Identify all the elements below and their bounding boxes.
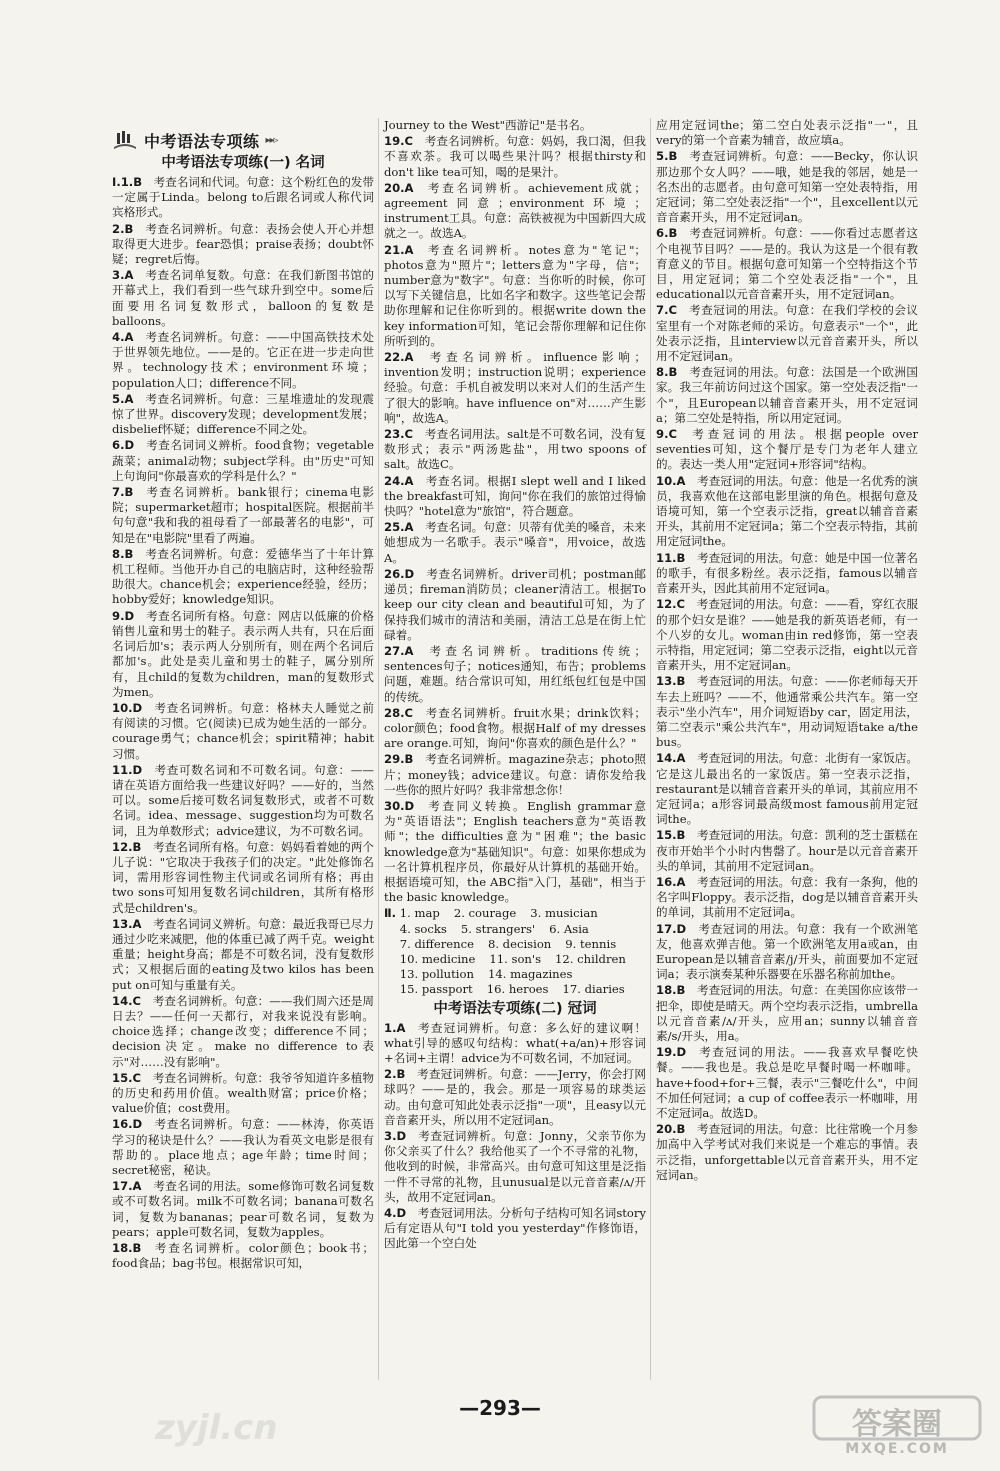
answer-number: 9.C: [656, 427, 677, 442]
answer-entry: [384, 567, 646, 643]
vocab-item: 15. passport: [399, 982, 473, 997]
answer-entry: [112, 330, 374, 391]
answer-explanation: 考查名词词义辨析。food食物；vegetable蔬菜；animal动物；subject学科。由"历史"可知上句询问"你最喜欢的学科是什么？": [112, 438, 374, 483]
answer-number: 3.A: [112, 268, 134, 283]
answer-number: 3.D: [384, 1129, 407, 1143]
answer-number: 29.B: [384, 752, 414, 767]
answer-explanation: 考查冠词的用法。句意：——你老师每天开车去上班吗？——不，他通常乘公共汽车。第一空表示"坐小汽车"，用介词短语by car，固定用法，第二空表示"乘公共汽车"，用动词短语take a/the bus。: [656, 674, 918, 750]
answer-number: 10.A: [656, 473, 686, 488]
answer-number: 5.A: [112, 391, 134, 406]
answer-entry: [656, 751, 918, 827]
answer-explanation: 考查名词。句意：贝蒂有优美的嗓音，未来她想成为一名歌手。表示"嗓音"，用voice，故选A。: [384, 520, 646, 565]
answer-entry: [112, 994, 374, 1070]
answer-entry: [656, 922, 918, 983]
watermark-url: MXQE.COM: [845, 1441, 949, 1457]
answer-entry: [112, 917, 374, 993]
answer-entry: [656, 983, 918, 1044]
answer-explanation: 考查冠词的用法。句意：凯利的芝士蛋糕在夜市开始半个小时内售罄了。hour是以元音音素开头的单词，其前用不定冠词an。: [656, 828, 918, 873]
vocab-item: 7. difference: [399, 936, 474, 951]
answer-number: 18.B: [112, 1241, 142, 1256]
page-number: —293—: [459, 1396, 541, 1420]
answer-explanation: 考查冠词的用法。句意：比往常晚一个月参加高中入学考试对我们来说是一个难忘的事情。表示泛指，unforgettable以元音音素开头，用不定冠词an。: [656, 1122, 918, 1182]
answer-entry: [384, 1206, 646, 1252]
answer-number: 9.D: [112, 608, 135, 623]
answer-number: 2.B: [112, 221, 134, 236]
answer-entry: [112, 609, 374, 700]
answer-entry: [656, 828, 918, 874]
answer-number: 10.D: [112, 700, 143, 715]
answer-number: 28.C: [384, 705, 414, 720]
column-1: [112, 152, 374, 1272]
answer-entry: [112, 438, 374, 484]
answer-entry: [112, 222, 374, 268]
answer-explanation: 考查冠词的用法。句意：北街有一家饭店。它是这儿最出名的一家饭店。第一空表示泛指，restaurant是以辅音音素开头的单词，其前应用不定冠词a；a形容词最高级most famous前用定冠词the。: [656, 751, 918, 827]
column-2: [384, 118, 646, 1253]
vocab-item: 12. children: [555, 951, 626, 966]
answer-entry: [656, 365, 918, 426]
answer-entry: [384, 644, 646, 705]
answer-explanation: 考查冠词的用法。句意：我有一个欧洲笔友，他喜欢弹吉他。第一个欧洲笔友用a或an，由European是以辅音音素/j/开头，前面要加不定冠词a；表示演奏某种乐器要在乐器名称前加the。: [656, 921, 918, 982]
answer-entry: [112, 547, 374, 608]
answer-explanation: 考查冠词的用法。句意：在美国你应该带一把伞，即使是晴天。两个空均表示泛指，umbrella以元音音素/ʌ/开头，应用an；sunny以辅音音素/s/开头，用a。: [656, 983, 918, 1043]
answer-entry: [384, 350, 646, 426]
answer-explanation: 考查冠词辨析。句意：——Jerry，你会打网球吗？——是的，我会。那是一项容易的球类运动。由句意可知此处表示泛指"一项"，且easy以元音音素开头，所以用不定冠词an。: [384, 1067, 646, 1127]
answer-explanation: 考查冠词的用法。根据people over seventies可知，这个餐厅是专门为老年人建立的。表达一类人用"定冠词+形容词"结构。: [656, 427, 918, 472]
answer-number: 24.A: [384, 473, 414, 488]
answer-explanation: 考查名词辨析。driver司机；postman邮递员；fireman消防员；cleaner清洁工。根据To keep our city clean and beautiful可知，为了保持我们城市的清洁和美丽，清洁工总是在街上忙碌着。: [384, 566, 646, 642]
answer-entry: [112, 392, 374, 438]
col2-article-entries: [384, 1021, 646, 1252]
answer-number: 21.A: [384, 242, 414, 257]
answer-explanation: 考查冠词辨析。句意：——你看过志愿者这个电视节目吗？——是的。我认为这是一个很有教育意义的节目。根据句意可知第一个空特指这个节目，用定冠词；第二个空处表泛指"一个"，且educational以元音音素开头，用不定冠词an。: [656, 226, 918, 302]
answer-explanation: 考查可数名词和不可数名词。句意：——请在英语方面给我一些建议好吗？——好的，当然可以。some后接可数名词复数形式，或者不可数名词。idea、message、suggestion均为可数名词，且为单数形式；advice建议，为不可数名词。: [112, 762, 374, 838]
answer-explanation: 考查冠词辨析。句意：——Becky，你认识那边那个女人吗？——哦，她是我的邻居，她是一名杰出的志愿者。由句意可知第一空处表特指，用定冠词；第二空处表泛指"一个"，且excellent以元音音素开头，用不定冠词an。: [656, 149, 918, 225]
answer-entry: [656, 427, 918, 473]
answer-entry: [384, 181, 646, 242]
answer-number: 22.A: [384, 350, 414, 365]
answer-number: 8.B: [656, 365, 678, 380]
answer-number: 15.B: [656, 828, 686, 843]
answer-number: 6.D: [112, 438, 135, 453]
answer-number: 20.A: [384, 180, 414, 195]
answer-number: 13.A: [112, 916, 142, 931]
answer-number: 16.D: [112, 1117, 143, 1132]
vocab-item: 5. strangers': [460, 921, 536, 936]
answer-explanation: 考查冠词用法。分析句子结构可知名词story后有定语从句"I told you yesterday"作修饰语，因此第一个空白处: [384, 1206, 646, 1251]
answer-explanation: 考查名词辨析。achievement成就；agreement同意；environment环境；instrument工具。句意：高铁被视为中国新四大成就之一。故选A。: [384, 180, 646, 241]
answer-explanation: 考查名词和代词。句意：这个粉红色的发带一定属于Linda。belong to后跟名词或人称代词宾格形式。: [112, 175, 374, 220]
answer-entry: [656, 118, 918, 148]
answer-number: 12.B: [112, 839, 142, 854]
book-logo-icon: [112, 129, 138, 151]
answer-explanation: 考查名词辨析。句意：格林夫人睡觉之前有阅读的习惯。它(阅读)已成为她生活的一部分。courage勇气；chance机会；spirit精神；habit习惯。: [112, 700, 374, 761]
vocab-item: 11. son's: [489, 951, 542, 966]
vocab-item: 14. magazines: [487, 967, 573, 982]
answer-explanation: 考查名词词义辨析。句意：最近我哥已尽力通过少吃来减肥，他的体重已减了两千克。weight重量；height身高；都是不可数名词，没有复数形式；又根据后面的eating及two kilos has been put on可知与重量有关。: [112, 916, 374, 992]
answer-explanation: 考查名词辨析。句意：爱德华当了十年计算机工程师。当他开办自己的电脑店时，这种经验帮助很大。chance机会；experience经验，经历；hobby爱好；knowledge知识。: [112, 546, 374, 607]
vocab-item: 6. Asia: [549, 921, 589, 936]
answer-explanation: 考查名词辨析。notes意为"笔记"；photos意为"照片"；letters意为"字母，信"；number意为"数字"。句意：当你听的时候，你可以写下关键信息，比如名字和数字。这些笔记会帮助你理解和记住你听到的。根据write down the key information可知，笔记会帮你理解和记住你所听到的。: [384, 242, 646, 348]
answer-entry: [112, 1179, 374, 1240]
answer-number: 23.C: [384, 427, 414, 442]
answer-entry: [656, 875, 918, 921]
answer-entry: [384, 474, 646, 520]
answer-entry: [384, 752, 646, 798]
answer-number: 7.B: [112, 485, 134, 500]
answer-number: 8.B: [112, 546, 134, 561]
answer-explanation: 考查名词的用法。some修饰可数名词复数或不可数名词。milk不可数名词；banana可数名词，复数为bananas；pear可数名词，复数为pears；apple可数名词，复数为apples。: [112, 1179, 374, 1239]
answer-explanation: 考查名词。根据I slept well and I liked the breakfast可知，询问"你在我们的旅馆过得愉快吗？"hotel意为"旅馆"，符合题意。: [384, 473, 646, 519]
answer-number: 7.C: [656, 303, 677, 318]
answer-explanation: 考查名词辨析。influence影响；invention发明；instruction说明；experience经验。句意：手机自被发明以来对人们的生活产生了很大的影响。have influence on"对……产生影响"，故选A。: [384, 350, 646, 425]
answer-number: 30.D: [384, 798, 415, 813]
vocab-item: 16. heroes: [486, 982, 549, 997]
answer-entry: [384, 243, 646, 349]
answer-entry: [384, 118, 646, 133]
vocab-item: 2. courage: [453, 906, 517, 921]
answer-number: 14.A: [656, 751, 686, 766]
col3-entries: [656, 118, 918, 1183]
answer-entry: [112, 1241, 374, 1271]
column-3: [656, 118, 918, 1184]
vocab-answers: [384, 906, 646, 997]
site-watermark: [812, 1395, 982, 1459]
answer-explanation: 考查名词辨析。句意：表扬会使人开心并想取得更大进步。fear恐惧；praise表扬；doubt怀疑；regret后悔。: [112, 221, 374, 267]
answer-explanation: 考查冠词的用法。句意：我有一条狗，他的名字叫Floppy。表示泛指，dog是以辅音音素开头的单词，其前用不定冠词a。: [656, 874, 918, 920]
heading-arrows-icon: ▸▸▹: [265, 134, 278, 146]
answer-number: 6.B: [656, 226, 678, 241]
answer-entry: [656, 597, 918, 673]
answer-entry: [384, 520, 646, 566]
answer-entry: [384, 706, 646, 752]
answer-entry: [112, 485, 374, 546]
answer-explanation: 考查冠词的用法。句意：他是一名优秀的演员，我喜欢他在这部电影里演的角色。根据句意及语境可知，第一个空表示泛指，great以辅音音素开头，其前用不定冠词a；第二个空表示特指，其前用定冠词the。: [656, 473, 918, 549]
vocab-item: 4. socks: [399, 921, 447, 936]
answer-number: 13.B: [656, 674, 686, 689]
answer-number: 2.B: [384, 1067, 406, 1082]
answer-entry: [384, 427, 646, 473]
column-divider: [378, 118, 379, 1380]
answer-entry: [656, 674, 918, 750]
watermark-text: 答案圈: [852, 1407, 942, 1442]
answer-explanation: 考查冠词的用法。句意：法国是一个欧洲国家。我三年前访问过这个国家。第一空处表泛指"一个"，且European以辅音音素开头，用不定冠词a；第二空处是特指，所以用定冠词。: [656, 365, 918, 425]
col1-entries: [112, 175, 374, 1271]
answer-entry: [384, 1129, 646, 1205]
answer-entry: [656, 1122, 918, 1183]
answer-entry: [384, 1021, 646, 1067]
answer-number: 26.D: [384, 566, 415, 581]
answer-explanation: 考查冠词的用法。句意：——看，穿红衣服的那个妇女是谁？——她是我的新英语老师，有一个八岁的女儿。woman由in red修饰，第一空表示特指，用定冠词；第二空表示泛指，eight以元音音素开头，用不定冠词an。: [656, 597, 918, 673]
answer-entry: [384, 134, 646, 180]
answer-explanation: 考查冠词的用法。句意：在我们学校的会议室里有一个对陈老师的采访。句意表示"一个"，此处表示泛指，且interview以元音音素开头，所以用不定冠词an。: [656, 303, 918, 364]
answer-explanation: 考查冠词辨析。句意：Jonny，父亲节你为你父亲买了什么？我给他买了一个不寻常的礼物，他收到的时候，非常高兴。由句意可知这里是泛指一件不寻常的礼物，且unusual是以元音音素/ʌ/开头，故用不定冠词an。: [384, 1129, 646, 1204]
answer-entry: [656, 551, 918, 597]
answer-entry: [656, 1045, 918, 1121]
answer-number: 25.A: [384, 520, 414, 535]
answer-explanation: 考查名词用法。salt是不可数名词，没有复数形式；表示"两汤匙盐"，用two spoons of salt。故选C。: [384, 427, 646, 472]
answer-explanation: 考查名词辨析。magazine杂志；photo照片；money钱；advice建议。句意：请你发给我一些你的照片好吗？我非常想念你！: [384, 752, 646, 797]
vocab-item: 3. musician: [530, 906, 598, 921]
section-title-articles: 中考语法专项练(二) 冠词: [433, 1000, 597, 1017]
answer-explanation: 考查冠词辨析。句意：多么好的建议啊！what引导的感叹句结构：what(+a/an)+形容词+名词+主谓！advice为不可数名词，不加冠词。: [384, 1020, 646, 1065]
answer-number: 4.A: [112, 330, 134, 345]
answer-number: 11.D: [112, 762, 143, 777]
vocab-lead: Ⅱ.: [384, 906, 397, 921]
answer-number: 4.D: [384, 1206, 407, 1221]
answer-explanation: 考查名词所有格。句意：网店以低廉的价格销售儿童和男士的鞋子。表示两人共有，只在后面名词后加's；表示两人分别所有，则在两个名词后都加's。此处是卖儿童和男士的鞋子，属分别所有，且child的复数为children，man的复数形式为men。: [112, 608, 374, 699]
answer-number: 20.B: [656, 1122, 686, 1137]
answer-number: 19.C: [384, 134, 414, 149]
answer-number: 17.D: [656, 921, 687, 936]
column-divider: [650, 118, 651, 1380]
answer-entry: [112, 1117, 374, 1178]
answer-number: Ⅰ.1.B: [112, 175, 143, 189]
answer-explanation: 考查名词辨析。句意：——中国高铁技术处于世界领先地位。——是的。它正在进一步走向世界。technology技术；environment环境；population人口；difference不同。: [112, 330, 374, 390]
answer-explanation: 考查名词辨析。color颜色；book书；food食品；bag书包。根据常识可知，: [112, 1241, 374, 1271]
col2-entries: [384, 118, 646, 905]
answer-explanation: 考查名词单复数。句意：在我们新图书馆的开幕式上，我们看到一些气球升到空中。some后面要用名词复数形式，balloon的复数是balloons。: [112, 268, 374, 328]
answer-entry: [656, 303, 918, 364]
answer-explanation: 应用定冠词the；第二空白处表示泛指"一"，且very的第一个音素为辅音，故应填a。: [656, 118, 918, 148]
answer-entry: [112, 175, 374, 221]
faint-watermark-logo: [150, 1401, 340, 1451]
answer-number: 19.D: [656, 1045, 687, 1060]
answer-number: 16.A: [656, 874, 686, 889]
main-heading-title: 中考语法专项练: [144, 131, 260, 151]
answer-explanation: Journey to the West"西游记"是书名。: [384, 118, 592, 132]
answer-entry: [656, 226, 918, 302]
vocab-item: 13. pollution: [399, 967, 474, 982]
answer-explanation: 考查名词辨析。traditions传统；sentences句子；notices通知，布告；problems问题，难题。结合常识可知，用红纸包红包是中国的传统。: [384, 643, 646, 704]
answer-entry: [384, 1067, 646, 1128]
answer-number: 18.B: [656, 983, 686, 998]
answer-number: 11.B: [656, 550, 686, 565]
vocab-item: 17. diaries: [562, 982, 625, 997]
section-title-nouns: 中考语法专项练(一) 名词: [161, 155, 325, 171]
vocab-item: 10. medicine: [399, 951, 476, 966]
answer-entry: [112, 763, 374, 839]
answer-explanation: 考查名词辨析。fruit水果；drink饮料；color颜色；food食物。根据Half of my dresses are orange.可知，询问"你喜欢的颜色是什么？": [384, 705, 646, 751]
answer-explanation: 考查同义转换。English grammar意为"英语语法"；English teachers意为"英语教师"；the difficulties意为"困难"；the basic knowledge意为"基础知识"。句意：如果你想成为一名计算机程序员，你最好从计算机的基础开始。根据语境可知，the ABC指"入门，基础"，相当于the basic knowledge。: [384, 798, 646, 905]
answer-explanation: 考查名词辨析。句意：三星堆遗址的发现震惊了世界。discovery发现；development发展；disbelief怀疑；difference不同之处。: [112, 391, 374, 437]
svg-text:zyjl.cn: zyjl.cn: [155, 1408, 278, 1448]
main-heading: [112, 128, 374, 152]
answer-number: 14.C: [112, 993, 142, 1008]
answer-explanation: 考查名词所有格。句意：妈妈看着她的两个儿子说："它取决于我孩子们的决定。"此处修饰名词，需用形容词性物主代词或名词所有格；再由two sons可知用复数名词children，其所有格形式是children's。: [112, 839, 374, 915]
answer-number: 17.A: [112, 1179, 142, 1194]
vocab-item: 8. decision: [487, 936, 552, 951]
answer-explanation: 考查冠词的用法。句意：她是中国一位著名的歌手，有很多粉丝。表示泛指，famous以辅音音素开头，因此其前用不定冠词a。: [656, 550, 918, 596]
vocab-item: 1. map: [399, 906, 440, 921]
answer-number: 1.A: [384, 1020, 406, 1035]
vocab-list: [400, 906, 640, 997]
answer-entry: [112, 840, 374, 916]
answer-entry: [656, 474, 918, 550]
answer-entry: [112, 1071, 374, 1117]
vocab-item: 9. tennis: [565, 936, 617, 951]
answer-entry: [112, 268, 374, 329]
answer-explanation: 考查名词辨析。句意：我爷爷知道许多植物的历史和药用价值。wealth财富；price价格；value价值；cost费用。: [112, 1070, 374, 1116]
answer-explanation: 考查名词辨析。bank银行；cinema电影院；supermarket超市；hospital医院。根据前半句句意"我和我的祖母看了一部最著名的电影"，可知是在"电影院"里看了两遍。: [112, 485, 374, 545]
answer-entry: [656, 149, 918, 225]
answer-number: 12.C: [656, 597, 686, 612]
answer-explanation: 考查名词辨析。句意：——林涛，你英语学习的秘诀是什么？——我认为看英文电影是很有帮助的。place地点；age年龄；time时间；secret秘密，秘诀。: [112, 1117, 374, 1177]
answer-entry: [112, 701, 374, 762]
answer-number: 15.C: [112, 1070, 142, 1085]
answer-number: 27.A: [384, 643, 414, 658]
answer-entry: [384, 799, 646, 905]
answer-explanation: 考查名词辨析。句意：——我们周六还是周日去？——任何一天都行，对我来说没有影响。choice选择；change改变；difference不同；decision决定。make no difference to表示"对……没有影响"。: [112, 993, 374, 1069]
answer-explanation: 考查冠词的用法。——我喜欢早餐吃快餐。——我也是。我总是吃早餐时喝一杯咖啡。have+food+for+三餐，表示"三餐吃什么"，中间不加任何冠词；a cup of coffee表示一杯咖啡，用不定冠词a。故选D。: [656, 1045, 918, 1120]
answer-number: 5.B: [656, 149, 678, 164]
answer-explanation: 考查名词辨析。句意：妈妈，我口渴，但我不喜欢茶。我可以喝些果汁吗？根据thirsty和don't like tea可知，喝的是果汁。: [384, 134, 646, 179]
